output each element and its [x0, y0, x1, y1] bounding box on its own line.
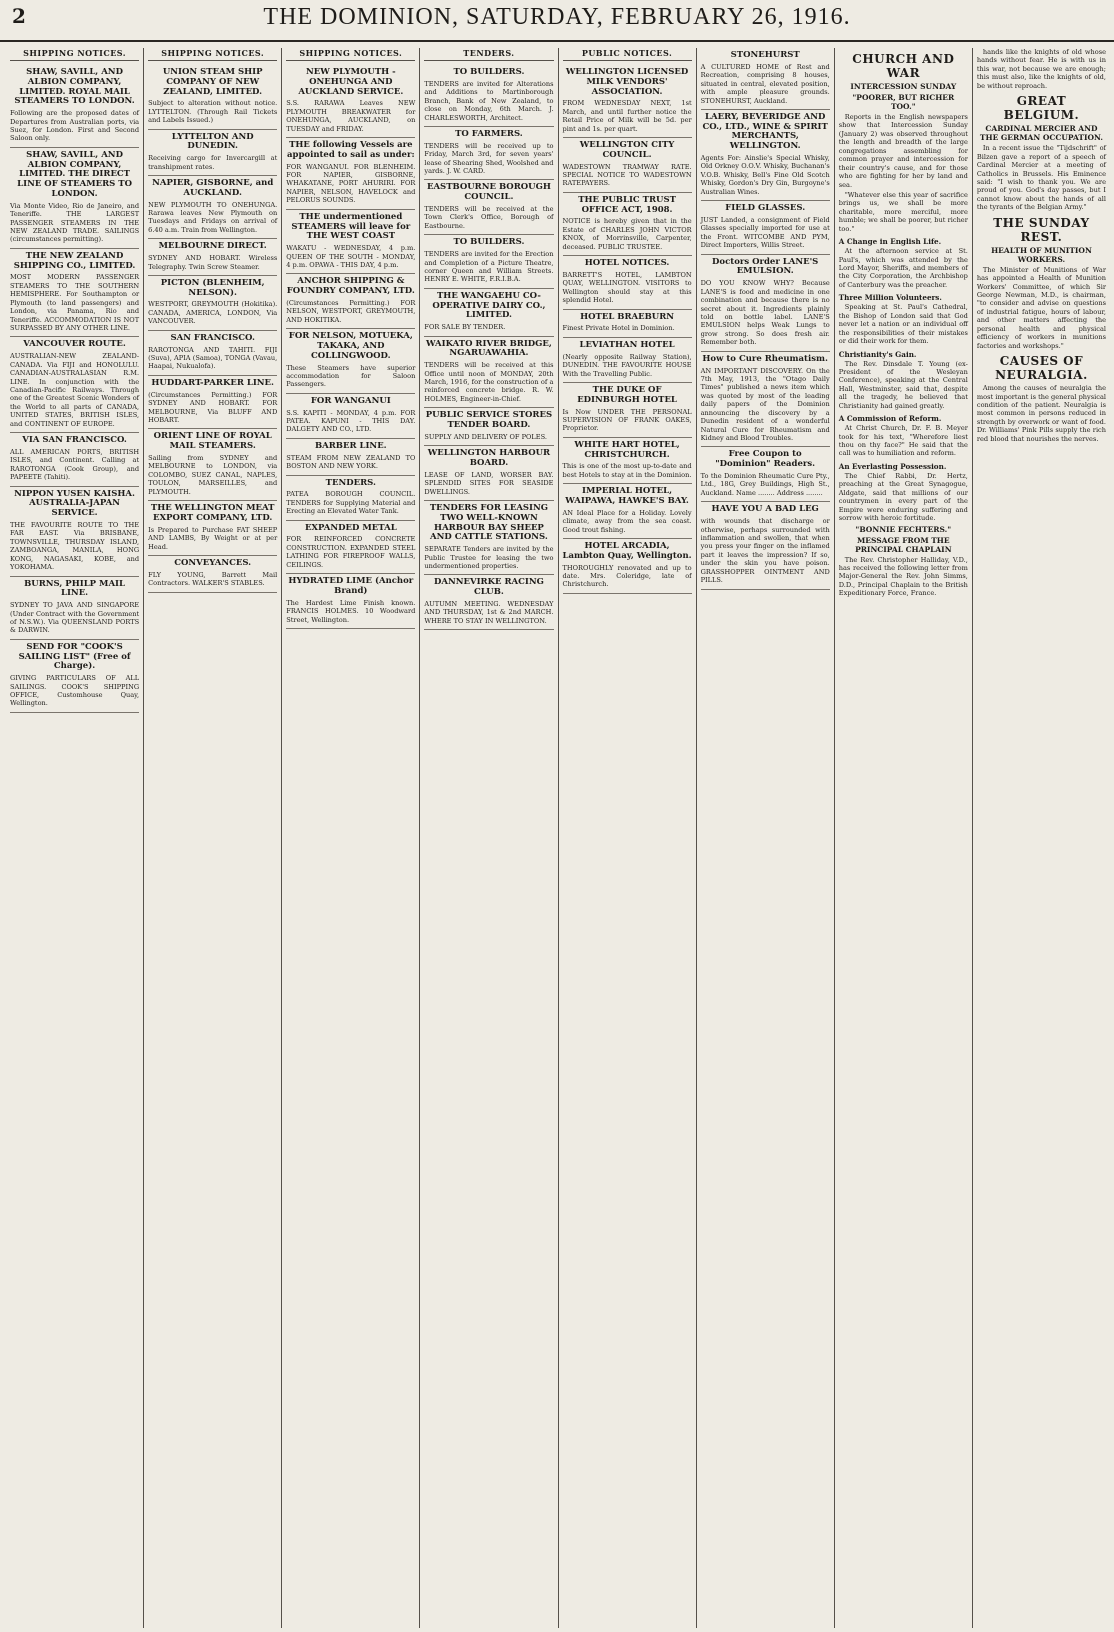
- advertisement-body: These Steamers have superior accommodation for Saloon Passengers.: [286, 363, 416, 389]
- article-paragraph: In a recent issue the "Tijdschrift" of Bilzen gave a report of a speech of Cardinal Mercier at a meeting of Catholics in Brussels. His Eminence said: "I wish to thank you. We are proud of you. God's day passes, but I cannot know about the hands of all the tyrants of the Belgian Army.": [976, 144, 1106, 212]
- advertisement-title: LEVIATHAN HOTEL: [579, 339, 675, 350]
- advertisement-title: FOR NELSON, MOTUEKA, TAKAKA, AND COLLINGWOOD.: [288, 331, 413, 361]
- column-article: [835, 48, 973, 1628]
- advertisement-body: (Nearly opposite Railway Station), DUNEDIN. THE FAVOURITE HOUSE With the Travelling Public.: [562, 352, 692, 378]
- article-paragraph: "Whatever else this year of sacrifice brings us, we shall be more charitable, more merciful, more humble; we shall be poorer, but richer too.": [838, 190, 968, 233]
- article-subhead: Three Million Volunteers.: [838, 293, 942, 303]
- advertisement-body: THE FAVOURITE ROUTE TO THE FAR EAST. Via BRISBANE, TOWNSVILLE, THURSDAY ISLAND, ZAMBOANGA, MANILA, HONG KONG, NAGASAKI, KOBE, and YOKOHAMA.: [10, 520, 140, 572]
- advertisement-title: PUBLIC SERVICE STORES TENDER BOARD.: [425, 410, 553, 431]
- advertisement-body: (Circumstances Permitting.) FOR SYDNEY AND HOBART. FOR MELBOURNE, Via BLUFF AND HOBART.: [148, 390, 278, 424]
- advertisement-title: THE undermentioned STEAMERS will leave for THE WEST COAST: [291, 211, 411, 242]
- advertisement-body: PATEA BOROUGH COUNCIL. TENDERS for Supplying Material and Erecting an Elevated Water Tank.: [286, 490, 416, 516]
- advertisement: [701, 201, 830, 255]
- advertisement-title: SAN FRANCISCO.: [170, 332, 255, 343]
- advertisement: [148, 65, 277, 130]
- article-subhead: An Everlasting Possession.: [838, 461, 947, 471]
- advertisement-body: Receiving cargo for Invercargill at transhipment rates.: [148, 154, 278, 171]
- neuralgia-title: CAUSES OF NEURALGIA.: [995, 354, 1088, 383]
- great-belgium-subtitle: CARDINAL MERCIER AND THE GERMAN OCCUPATION.: [979, 124, 1103, 143]
- advertisement: [10, 640, 139, 713]
- advertisement-title: THE NEW ZEALAND SHIPPING CO., LIMITED.: [13, 250, 136, 271]
- advertisement: [424, 575, 553, 630]
- advertisement-title: WHITE HART HOTEL, CHRISTCHURCH.: [574, 439, 680, 460]
- advertisement-body: FOR SALE BY TENDER.: [424, 323, 506, 332]
- advertisement: [563, 193, 692, 256]
- advertisement-title: DANNEVIRKE RACING CLUB.: [434, 577, 544, 598]
- advertisement-title: SEND FOR "COOK'S SAILING LIST" (Free of Charge).: [18, 641, 131, 672]
- advertisement-title: FOR WANGANUI: [310, 395, 391, 406]
- advertisement-title: UNION STEAM SHIP COMPANY OF NEW ZEALAND, LIMITED.: [162, 67, 263, 97]
- advertisement-body: Via Monte Video, Rio de Janeiro, and Teneriffe. THE LARGEST PASSENGER STEAMERS IN THE NEW ZEALAND TRADE. SAILINGS (circumstances permitting).: [10, 201, 140, 244]
- advertisement-title: TO BUILDERS.: [453, 67, 525, 77]
- advertisement-title: SHAW, SAVILL, AND ALBION COMPANY, LIMITED. ROYAL MAIL STEAMERS TO LONDON.: [14, 67, 135, 107]
- advertisement-title: ANCHOR SHIPPING & FOUNDRY COMPANY, LTD.: [286, 276, 415, 297]
- advertisement-title: Free Coupon to "Dominion" Readers.: [715, 449, 816, 470]
- advertisement: [10, 433, 139, 487]
- advertisement-title: THE PUBLIC TRUST OFFICE ACT, 1908.: [578, 194, 676, 215]
- advertisement-title: STONEHURST: [730, 50, 800, 60]
- advertisement-title: HOTEL BRAEBURN: [580, 311, 675, 322]
- advertisement-body: FOR WANGANUI. FOR BLENHEIM. FOR NAPIER, GISBORNE, WHAKATANE, PORT AHURIRI. FOR NAPIER, NELSON, HAVELOCK and PELORUS SOUNDS.: [286, 162, 416, 205]
- advertisement: [701, 255, 830, 352]
- advertisement-body: (Circumstances Permitting.) FOR NELSON, WESTPORT, GREYMOUTH, AND HOKITIKA.: [286, 298, 416, 324]
- advertisement: [10, 487, 139, 577]
- column-heading: PUBLIC NOTICES.: [563, 48, 692, 61]
- advertisement: [10, 148, 139, 249]
- advertisement: [286, 574, 415, 629]
- advertisement-body: SYDNEY AND HOBART. Wireless Telegraphy. Twin Screw Steamer.: [148, 254, 278, 271]
- advertisement: [148, 376, 277, 430]
- advertisement-body: TENDERS will be received at the Town Clerk's Office, Borough of Eastbourne.: [424, 205, 554, 230]
- advertisement: [563, 539, 692, 594]
- column-heading: SHIPPING NOTICES.: [10, 48, 139, 61]
- page-number: 2: [12, 4, 26, 28]
- advertisement-body: STEAM FROM NEW ZEALAND TO BOSTON AND NEW YORK.: [286, 453, 416, 471]
- advertisement: [563, 338, 692, 383]
- column-heading: SHIPPING NOTICES.: [148, 48, 277, 61]
- advertisement: [424, 127, 553, 181]
- column-2: [144, 48, 282, 1628]
- advertisement: [424, 337, 553, 409]
- advertisement-body: MOST MODERN PASSENGER STEAMERS TO THE SOUTHERN HEMISPHERE. For Southampton or Plymouth (to land passengers) and London, via Panama, Rio and Teneriffe. ACCOMMODATION IS NOT SURPASSED BY ANY OTHER LINE.: [10, 273, 140, 332]
- article-paragraph: Speaking at St. Paul's Cathedral, the Bishop of London said that God never let a nation or an individual off the responsibilities of their mistakes or did their work for them.: [838, 303, 968, 346]
- advertisement-title: TO BUILDERS.: [453, 237, 525, 248]
- advertisement-body: JUST Landed, a consignment of Field Glasses specially imported for use at the Front. WITCOMBE AND PYM, Direct Importers, Willis Street.: [700, 215, 830, 250]
- advertisement-title: WELLINGTON HARBOUR BOARD.: [427, 448, 551, 469]
- paper-title: THE DOMINION, SATURDAY, FEBRUARY 26, 1916.: [263, 4, 851, 30]
- advertisement-body: Is Now UNDER THE PERSONAL SUPERVISION OF FRANK OAKES, Proprietor.: [562, 407, 692, 433]
- column-heading: SHIPPING NOTICES.: [286, 48, 415, 61]
- feather-subtitle: MESSAGE FROM THE PRINCIPAL CHAPLAIN: [855, 535, 952, 554]
- advertisement: [424, 289, 553, 337]
- advertisement-title: VIA SAN FRANCISCO.: [22, 435, 127, 446]
- masthead: [0, 0, 1114, 42]
- advertisement: [286, 138, 415, 210]
- advertisement-body: DO YOU KNOW WHY? Because LANE'S is food and medicine in one combination and because there is no secret about it. Ingredients plainly told on bottle label. LANE'S EMULSION helps Weak Lungs to grow strong. So does fresh air. Remember both.: [700, 279, 830, 347]
- advertisement: [701, 110, 830, 201]
- advertisement-title: ORIENT LINE OF ROYAL MAIL STEAMERS.: [153, 431, 272, 452]
- advertisement-title: HOTEL NOTICES.: [584, 258, 670, 269]
- advertisement-title: NEW PLYMOUTH - ONEHUNGA AND AUCKLAND SERVICE.: [298, 67, 404, 97]
- advertisement-body: WAKATU - WEDNESDAY, 4 p.m. QUEEN OF THE SOUTH - MONDAY, 4 p.m. OPAWA - THIS DAY, 4 p.m.: [286, 244, 416, 269]
- advertisement-body: Finest Private Hotel in Dominion.: [562, 324, 675, 333]
- advertisement-title: CONVEYANCES.: [174, 557, 252, 568]
- advertisement-body: The Hardest Lime Finish known. FRANCIS HOLMES. 10 Woodward Street, Wellington.: [286, 598, 416, 624]
- advertisement-body: FROM WEDNESDAY NEXT, 1st March, and until further notice the Retail Price of Milk will be 5d. per pint and 1s. per quart.: [562, 99, 692, 133]
- advertisement-body: SEPARATE Tenders are invited by the Public Trustee for leasing the two undermentioned properties.: [424, 545, 554, 571]
- advertisement-body: TENDERS will be received up to Friday, March 3rd, for seven years' lease of Shearing Shed, Woolshed and yards. J. W. CARD.: [424, 141, 554, 176]
- advertisement-body: THOROUGHLY renovated and up to date. Mrs. Coleridge, late of Christchurch.: [562, 563, 692, 589]
- article-paragraph: hands like the knights of old whose hands without fear. He is with us in this war, not because we are enough; this must also, like the knights of old, be without reproach.: [976, 48, 1106, 90]
- advertisement-body: AN Ideal Place for a Holiday. Lovely climate, away from the sea coast. Good trout fishing.: [562, 508, 692, 534]
- advertisement: [286, 329, 415, 394]
- advertisement-body: FLY YOUNG, Barrett Mail Contractors. WALKER'S STABLES.: [148, 570, 278, 588]
- advertisement: [148, 239, 277, 276]
- advertisement-title: THE WELLINGTON MEAT EXPORT COMPANY, LTD.: [150, 503, 275, 523]
- advertisement-body: TENDERS will be received at this Office until noon of MONDAY, 20th March, 1916, for the construction of a reinforced concrete bridge. R. W. HOLMES, Engineer-in-Chief.: [424, 361, 554, 403]
- advertisement: [424, 446, 553, 501]
- article-paragraph: Reports in the English newspapers show that Intercession Sunday (January 2) was observed throughout the length and breadth of the large congregations assembling for common prayer and intercession for their country's cause, and for those who are fighting for her by land and sea.: [838, 113, 968, 189]
- advertisement-body: AUTUMN MEETING. WEDNESDAY AND THURSDAY, 1st & 2nd MARCH. WHERE TO STAY IN WELLINGTON.: [424, 600, 554, 625]
- advertisement-body: Subject to alteration without notice. LYTTELTON. (Through Rail Tickets and Labels Issued.): [148, 99, 278, 125]
- advertisement: [148, 176, 277, 239]
- advertisement: [286, 394, 415, 439]
- advertisement: [701, 502, 830, 589]
- advertisement: [424, 235, 553, 289]
- advertisement-body: NEW PLYMOUTH TO ONEHUNGA. Rarawa leaves New Plymouth on Tuesdays and Fridays on arrival of 6.40 a.m. Train from Wellington.: [148, 200, 278, 234]
- advertisement-title: BARBER LINE.: [314, 440, 387, 451]
- article-body: [839, 113, 968, 598]
- advertisement-body: Following are the proposed dates of Departures from Australian ports, via Suez, for London. First and Second Saloon only.: [10, 109, 140, 143]
- advertisement-body: WADESTOWN TRAMWAY RATE. SPECIAL NOTICE TO WADESTOWN RATEPAYERS.: [562, 162, 692, 188]
- advertisement-body: Agents For: Ainslie's Special Whisky, Old Orkney O.O.V. Whisky, Buchanan's V.O.B. Whisky, Bell's Fine Old Scotch Whisky, Gordon's Dry Gin, Burgoyne's Australian Wines.: [700, 154, 830, 196]
- article-subtitle: INTERCESSION SUNDAY: [850, 82, 957, 91]
- advertisement-title: PICTON (BLENHEIM, NELSON).: [160, 277, 265, 298]
- advertisement-body: TENDERS are invited for the Erection and Completion of a Picture Theatre, corner Queen and William Streets. HENRY E. WHITE, F.R.I.B.A.: [424, 250, 554, 284]
- article-title: CHURCH AND WAR: [852, 52, 955, 80]
- advertisement: [563, 310, 692, 338]
- advertisement: [148, 331, 277, 376]
- article-paragraph: The Rev. Christopher Halliday, V.D., has received the following letter from Major-General the Rev. John Simms, D.D., Principal Chaplain to the British Expeditionary Force, France.: [838, 555, 968, 598]
- advertisement-title: TENDERS FOR LEASING TWO WELL-KNOWN HARBOUR BAY SHEEP AND CATTLE STATIONS.: [429, 503, 549, 543]
- advertisement-title: LYTTELTON AND DUNEDIN.: [171, 131, 254, 152]
- advertisement-title: NIPPON YUSEN KAISHA. AUSTRALIA-JAPAN SERVICE.: [14, 488, 135, 519]
- advertisement: [10, 65, 139, 148]
- advertisement-body: AUSTRALIAN-NEW ZEALAND-CANADA. Via FIJI and HONOLULU. CANADIAN-AUSTRALASIAN R.M. LINE. In conjunction with the Canadian-Pacific Railways. Through one of the Greatest Scenic Wonders of the World to all parts of CANADA, UNITED STATES, BRITISH ISLES, and CONTINENT OF EUROPE.: [10, 352, 140, 428]
- advertisement-title: THE WANGAEHU CO-OPERATIVE DAIRY CO., LIMITED.: [432, 290, 546, 321]
- column-1: [6, 48, 144, 1628]
- advertisement: [286, 210, 415, 275]
- advertisement: [424, 408, 553, 446]
- advertisement-body: This is one of the most up-to-date and best Hotels to stay at in the Dominion.: [562, 462, 692, 479]
- advertisement-title: WELLINGTON LICENSED MILK VENDORS' ASSOCIATION.: [565, 67, 689, 97]
- advertisement: [148, 556, 277, 593]
- advertisement: [10, 577, 139, 640]
- advertisement-title: VANCOUVER ROUTE.: [23, 339, 126, 350]
- advertisement-body: SUPPLY AND DELIVERY OF POLES.: [424, 432, 547, 441]
- advertisement: [563, 256, 692, 310]
- sunday-rest-title: THE SUNDAY REST.: [993, 215, 1090, 244]
- advertisement-title: WAIKATO RIVER BRIDGE, NGARUAWAHIA.: [426, 338, 552, 359]
- advertisement: [148, 276, 277, 331]
- advertisement-body: RAROTONGA AND TAHITI. FIJI (Suva), APIA (Samoa), TONGA (Vavau, Haapai, Nukualofa).: [148, 345, 278, 371]
- advertisement: [424, 65, 553, 127]
- advertisement: [563, 484, 692, 539]
- advertisement: [148, 429, 277, 501]
- advertisement-body: TENDERS are invited for Alterations and Additions to Martinborough Branch, Bank of New Zealand, to close on Monday, 6th March. J. CHARLESWORTH, Architect.: [424, 79, 554, 122]
- advertisement: [286, 65, 415, 138]
- advertisement-title: FIELD GLASSES.: [725, 203, 806, 214]
- article-paragraph: At Christ Church, Dr. F. B. Meyer took for his text, "Wherefore liest thou on thy face?" He said that the call was to humiliation and reform.: [838, 424, 968, 458]
- advertisement-title: HYDRATED LIME (Anchor Brand): [288, 576, 414, 596]
- advertisement: [10, 249, 139, 338]
- advertisement-title: WELLINGTON CITY COUNCIL.: [579, 140, 675, 160]
- advertisement-title: HUDDART-PARKER LINE.: [151, 377, 274, 388]
- advertisement-body: LEASE OF LAND, WORSER BAY. SPLENDID SITES FOR SEASIDE DWELLINGS.: [424, 470, 554, 496]
- advertisement: [148, 130, 277, 176]
- advertisement-title: Doctors Order LANE'S EMULSION.: [712, 256, 819, 277]
- advertisement-body: with wounds that discharge or otherwise, perhaps surrounded with inflammation and swollen, that when you press your finger on the inflamed part it leaves the impression? If so, under the skin you have poison. GRASSHOPPER OINTMENT AND PILLS.: [700, 517, 830, 585]
- advertisement-body: A CULTURED HOME of Rest and Recreation, comprising 8 houses, situated in central, elevated position, with ample pleasure grounds. STONEHURST, Auckland.: [700, 62, 830, 105]
- advertisement-title: NAPIER, GISBORNE, and AUCKLAND.: [152, 178, 274, 198]
- advertisement-body: S.S. RARAWA Leaves NEW PLYMOUTH BREAKWATER for ONEHUNGA, AUCKLAND, on TUESDAY and FRIDAY.: [286, 99, 416, 133]
- advertisement-body: S.S. KAPITI - MONDAY, 4 p.m. FOR PATEA. KAPUNI - THIS DAY. DALGETY AND CO., LTD.: [286, 408, 416, 434]
- advertisement-body: Sailing from SYDNEY and MELBOURNE to LONDON, via COLOMBO, SUEZ CANAL, NAPLES, TOULON, MARSEILLES, and PLYMOUTH.: [148, 453, 278, 496]
- advertisement-title: THE following Vessels are appointed to sail as under:: [287, 140, 415, 160]
- sunday-rest-subtitle: HEALTH OF MUNITION WORKERS.: [991, 245, 1092, 264]
- advertisement: [701, 447, 830, 502]
- advertisement-body: ALL AMERICAN PORTS, BRITISH ISLES, and Continent. Calling at RAROTONGA (Cook Group), and PAPEETE (Tahiti).: [10, 447, 140, 482]
- advertisement-title: How to Cure Rheumatism.: [702, 353, 828, 364]
- advertisement: [424, 180, 553, 235]
- column-3: [282, 48, 420, 1628]
- advertisement: [563, 438, 692, 484]
- article-paragraph: The Chief Rabbi, Dr. Hertz, preaching at the Great Synagogue, Aldgate, said that millions of our countrymen in every part of the Empire were enduring suffering and sorrow with heroic fortitude.: [838, 471, 968, 523]
- column-5: [559, 48, 697, 1628]
- advertisement: [563, 138, 692, 193]
- column-6: [697, 48, 835, 1628]
- advertisement-body: SYDNEY TO JAVA AND SINGAPORE (Under Contract with the Government of N.S.W.). Via QUEENSLAND PORTS & DARWIN.: [10, 601, 140, 635]
- feather-title: "BONNIE FECHTERS.": [855, 524, 952, 534]
- article-paragraph: The Minister of Munitions of War has appointed a Health of Munition Workers' Committee, of which Sir George Newman, M.D., is chairman, "to consider and advise on questions of industrial fatigue, hours of labour, and other matters affecting the personal health and physical efficiency of workers in munitions factories and workshops.": [976, 265, 1106, 350]
- advertisement-body: Is Prepared to Purchase FAT SHEEP AND LAMBS, By Weight or at per Head.: [148, 525, 278, 551]
- advertisement: [424, 501, 553, 575]
- advertisement-body: To the Dominion Rheumatic Cure Pty., Ltd., 18G, Grey Buildings, High St., Auckland. Name ........ Address ........: [700, 471, 830, 497]
- article-subhead: A Commission of Reform.: [838, 414, 942, 424]
- advertisement: [286, 521, 415, 575]
- advertisement-title: EASTBOURNE BOROUGH COUNCIL.: [426, 182, 551, 203]
- advertisement-body: NOTICE is hereby given that in the Estate of CHARLES JOHN VICTOR KNOX, of Morrinsville, Carpenter, deceased. PUBLIC TRUSTEE.: [562, 217, 692, 251]
- advertisement: [701, 352, 830, 448]
- article-paragraph: The Rev. Dinsdale T. Young (ex-President of the Wesleyan Conference), speaking at the Central Hall, Westminster, said that, despite all the tragedy, he believed that Christianity had gained greatly.: [838, 359, 968, 410]
- advertisement-title: EXPANDED METAL: [304, 522, 397, 533]
- advertisement-body: GIVING PARTICULARS OF ALL SAILINGS. COOK'S SHIPPING OFFICE, Customhouse Quay, Wellington.: [10, 674, 140, 708]
- columns: [6, 48, 1110, 1628]
- advertisement-body: FOR REINFORCED CONCRETE CONSTRUCTION. EXPANDED STEEL LATHING FOR FIREPROOF WALLS, CEILINGS.: [286, 535, 416, 569]
- advertisement-title: IMPERIAL HOTEL, WAIPAWA, HAWKE'S BAY.: [565, 486, 689, 506]
- article-paragraph: Among the causes of neuralgia the most important is the general physical condition of the patient. Neuralgia is most common in persons reduced in strength by overwork or want of food. Dr. Williams' Pink Pills supply the rich red blood that nourishes the nerves.: [976, 384, 1106, 443]
- advertisement-title: BURNS, PHILP MAIL LINE.: [24, 578, 125, 599]
- advertisement-title: LAERY, BEVERIDGE AND CO., LTD., WINE & SPIRIT MERCHANTS, WELLINGTON.: [702, 111, 828, 152]
- side-body: [977, 48, 1106, 443]
- advertisement-body: BARRETT'S HOTEL, LAMBTON QUAY, WELLINGTON. VISITORS to Wellington should stay at this splendid Hotel.: [562, 270, 692, 305]
- advertisement: [10, 337, 139, 433]
- advertisement-title: TENDERS.: [325, 477, 376, 488]
- advertisement-title: TO FARMERS.: [455, 128, 523, 139]
- advertisement: [286, 476, 415, 521]
- advertisement-title: THE DUKE OF EDINBURGH HOTEL: [577, 384, 677, 405]
- advertisement-title: HAVE YOU A BAD LEG: [711, 504, 819, 515]
- article-quote: "POORER, BUT RICHER TOO.": [852, 93, 955, 111]
- advertisement-title: HOTEL ARCADIA, Lambton Quay, Wellington.: [562, 541, 692, 561]
- advertisement: [563, 65, 692, 138]
- great-belgium-title: GREAT BELGIUM.: [1003, 94, 1080, 123]
- advertisement-title: MELBOURNE DIRECT.: [158, 241, 267, 252]
- column-4: [420, 48, 558, 1628]
- advertisement: [148, 501, 277, 556]
- column-heading: TENDERS.: [424, 48, 553, 61]
- advertisement: [286, 439, 415, 476]
- advertisement-title: SHAW, SAVILL, AND ALBION COMPANY, LIMITED. THE DIRECT LINE OF STEAMERS TO LONDON.: [17, 149, 132, 199]
- article-subhead: A Change in English Life.: [838, 237, 942, 247]
- advertisement-body: WESTPORT, GREYMOUTH (Hokitika). CANADA, AMERICA, LONDON, Via VANCOUVER.: [148, 300, 278, 326]
- article-paragraph: At the afternoon service at St. Paul's, which was attended by the Lord Mayor, Sheriffs, and members of the City Corporation, the Archbishop of Canterbury was the preacher.: [838, 247, 968, 289]
- column-side: [973, 48, 1110, 1628]
- advertisement-body: AN IMPORTANT DISCOVERY. On the 7th May, 1913, the "Otago Daily Times" published a news item which was quoted by most of the leading daily papers of the Dominion announcing the discovery by a Dunedin resident of a wonderful Natural Cure for Rheumatism and Kidney and Blood Troubles.: [700, 366, 830, 443]
- advertisement: [286, 274, 415, 329]
- article-subhead: Christianity's Gain.: [838, 349, 917, 359]
- advertisement: [563, 383, 692, 438]
- advertisement: [701, 48, 830, 110]
